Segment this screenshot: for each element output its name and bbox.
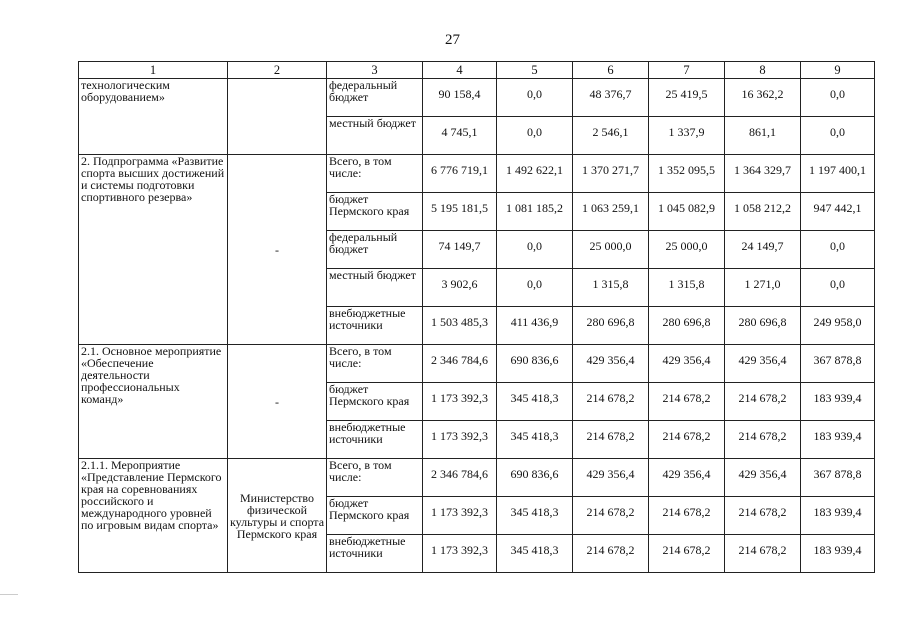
amount-cell: 74 149,7 — [423, 231, 497, 269]
responsible-cell: - — [228, 155, 327, 345]
amount-cell: 214 678,2 — [649, 497, 725, 535]
amount-cell: 1 173 392,3 — [423, 497, 497, 535]
funding-source-cell: внебюджетные источники — [327, 535, 423, 573]
funding-source-cell: внебюджетные источники — [327, 421, 423, 459]
amount-cell: 1 173 392,3 — [423, 421, 497, 459]
measure-name-cell: 2.1.1. Мероприятие «Представление Пермского края на соревнованиях российского и международного уровней по игровым видам спорта» — [79, 459, 228, 573]
amount-cell: 1 352 095,5 — [649, 155, 725, 193]
funding-source-cell: местный бюджет — [327, 269, 423, 307]
responsible-cell: Министерство физической культуры и спорта Пермского края — [228, 459, 327, 573]
amount-cell: 1 337,9 — [649, 117, 725, 155]
amount-cell: 280 696,8 — [725, 307, 801, 345]
funding-source-cell: бюджет Пермского края — [327, 383, 423, 421]
column-header: 6 — [573, 62, 649, 79]
responsible-cell: - — [228, 345, 327, 459]
amount-cell: 1 315,8 — [649, 269, 725, 307]
measure-name-cell: технологическим оборудованием» — [79, 79, 228, 155]
amount-cell: 345 418,3 — [497, 383, 573, 421]
amount-cell: 6 776 719,1 — [423, 155, 497, 193]
amount-cell: 1 058 212,2 — [725, 193, 801, 231]
amount-cell: 214 678,2 — [573, 421, 649, 459]
amount-cell: 214 678,2 — [725, 383, 801, 421]
amount-cell: 214 678,2 — [573, 383, 649, 421]
amount-cell: 429 356,4 — [649, 345, 725, 383]
amount-cell: 2 346 784,6 — [423, 345, 497, 383]
table-header-row — [79, 62, 875, 79]
amount-cell: 0,0 — [801, 231, 875, 269]
column-header: 5 — [497, 62, 573, 79]
measure-name-cell: 2. Подпрограмма «Развитие спорта высших достижений и системы подготовки спортивного резерва» — [79, 155, 228, 345]
column-header: 7 — [649, 62, 725, 79]
amount-cell: 5 195 181,5 — [423, 193, 497, 231]
amount-cell: 4 745,1 — [423, 117, 497, 155]
amount-cell: 947 442,1 — [801, 193, 875, 231]
amount-cell: 183 939,4 — [801, 535, 875, 573]
amount-cell: 429 356,4 — [725, 459, 801, 497]
funding-source-cell: внебюджетные источники — [327, 307, 423, 345]
amount-cell: 214 678,2 — [649, 383, 725, 421]
measure-name-cell: 2.1. Основное мероприятие «Обеспечение деятельности профессиональных команд» — [79, 345, 228, 459]
amount-cell: 429 356,4 — [573, 345, 649, 383]
amount-cell: 690 836,6 — [497, 345, 573, 383]
amount-cell: 345 418,3 — [497, 535, 573, 573]
amount-cell: 214 678,2 — [725, 535, 801, 573]
table-row — [79, 155, 875, 193]
amount-cell: 0,0 — [801, 117, 875, 155]
amount-cell: 345 418,3 — [497, 421, 573, 459]
column-header: 2 — [228, 62, 327, 79]
amount-cell: 1 492 622,1 — [497, 155, 573, 193]
funding-source-cell: бюджет Пермского края — [327, 193, 423, 231]
amount-cell: 1 197 400,1 — [801, 155, 875, 193]
page-edge-mark — [0, 594, 18, 641]
amount-cell: 214 678,2 — [725, 421, 801, 459]
amount-cell: 0,0 — [497, 231, 573, 269]
amount-cell: 214 678,2 — [725, 497, 801, 535]
amount-cell: 183 939,4 — [801, 383, 875, 421]
amount-cell: 1 081 185,2 — [497, 193, 573, 231]
amount-cell: 1 173 392,3 — [423, 383, 497, 421]
amount-cell: 1 364 329,7 — [725, 155, 801, 193]
budget-table — [78, 61, 875, 573]
amount-cell: 214 678,2 — [573, 497, 649, 535]
amount-cell: 367 878,8 — [801, 345, 875, 383]
funding-source-cell: местный бюджет — [327, 117, 423, 155]
amount-cell: 411 436,9 — [497, 307, 573, 345]
amount-cell: 1 370 271,7 — [573, 155, 649, 193]
amount-cell: 2 546,1 — [573, 117, 649, 155]
amount-cell: 48 376,7 — [573, 79, 649, 117]
amount-cell: 367 878,8 — [801, 459, 875, 497]
funding-source-cell: бюджет Пермского края — [327, 497, 423, 535]
funding-source-cell: Всего, в том числе: — [327, 155, 423, 193]
amount-cell: 0,0 — [801, 269, 875, 307]
funding-source-cell: Всего, в том числе: — [327, 459, 423, 497]
column-header: 1 — [79, 62, 228, 79]
page-number: 27 — [445, 32, 460, 48]
amount-cell: 1 271,0 — [725, 269, 801, 307]
amount-cell: 214 678,2 — [573, 535, 649, 573]
amount-cell: 861,1 — [725, 117, 801, 155]
amount-cell: 0,0 — [497, 79, 573, 117]
funding-source-cell: Всего, в том числе: — [327, 345, 423, 383]
amount-cell: 3 902,6 — [423, 269, 497, 307]
amount-cell: 345 418,3 — [497, 497, 573, 535]
amount-cell: 249 958,0 — [801, 307, 875, 345]
responsible-cell — [228, 79, 327, 155]
table-row — [79, 345, 875, 383]
amount-cell: 2 346 784,6 — [423, 459, 497, 497]
amount-cell: 280 696,8 — [573, 307, 649, 345]
column-header: 4 — [423, 62, 497, 79]
amount-cell: 24 149,7 — [725, 231, 801, 269]
amount-cell: 429 356,4 — [649, 459, 725, 497]
funding-source-cell: федеральный бюджет — [327, 231, 423, 269]
amount-cell: 214 678,2 — [649, 421, 725, 459]
amount-cell: 0,0 — [801, 79, 875, 117]
amount-cell: 1 173 392,3 — [423, 535, 497, 573]
column-header: 3 — [327, 62, 423, 79]
amount-cell: 183 939,4 — [801, 421, 875, 459]
amount-cell: 1 315,8 — [573, 269, 649, 307]
amount-cell: 214 678,2 — [649, 535, 725, 573]
amount-cell: 280 696,8 — [649, 307, 725, 345]
amount-cell: 16 362,2 — [725, 79, 801, 117]
amount-cell: 1 063 259,1 — [573, 193, 649, 231]
amount-cell: 1 503 485,3 — [423, 307, 497, 345]
column-header: 9 — [801, 62, 875, 79]
column-header: 8 — [725, 62, 801, 79]
funding-source-cell: федеральный бюджет — [327, 79, 423, 117]
amount-cell: 0,0 — [497, 117, 573, 155]
amount-cell: 0,0 — [497, 269, 573, 307]
amount-cell: 183 939,4 — [801, 497, 875, 535]
amount-cell: 25 000,0 — [649, 231, 725, 269]
table-row — [79, 459, 875, 497]
amount-cell: 90 158,4 — [423, 79, 497, 117]
amount-cell: 25 419,5 — [649, 79, 725, 117]
amount-cell: 690 836,6 — [497, 459, 573, 497]
amount-cell: 429 356,4 — [725, 345, 801, 383]
amount-cell: 1 045 082,9 — [649, 193, 725, 231]
amount-cell: 25 000,0 — [573, 231, 649, 269]
amount-cell: 429 356,4 — [573, 459, 649, 497]
table-row — [79, 79, 875, 117]
